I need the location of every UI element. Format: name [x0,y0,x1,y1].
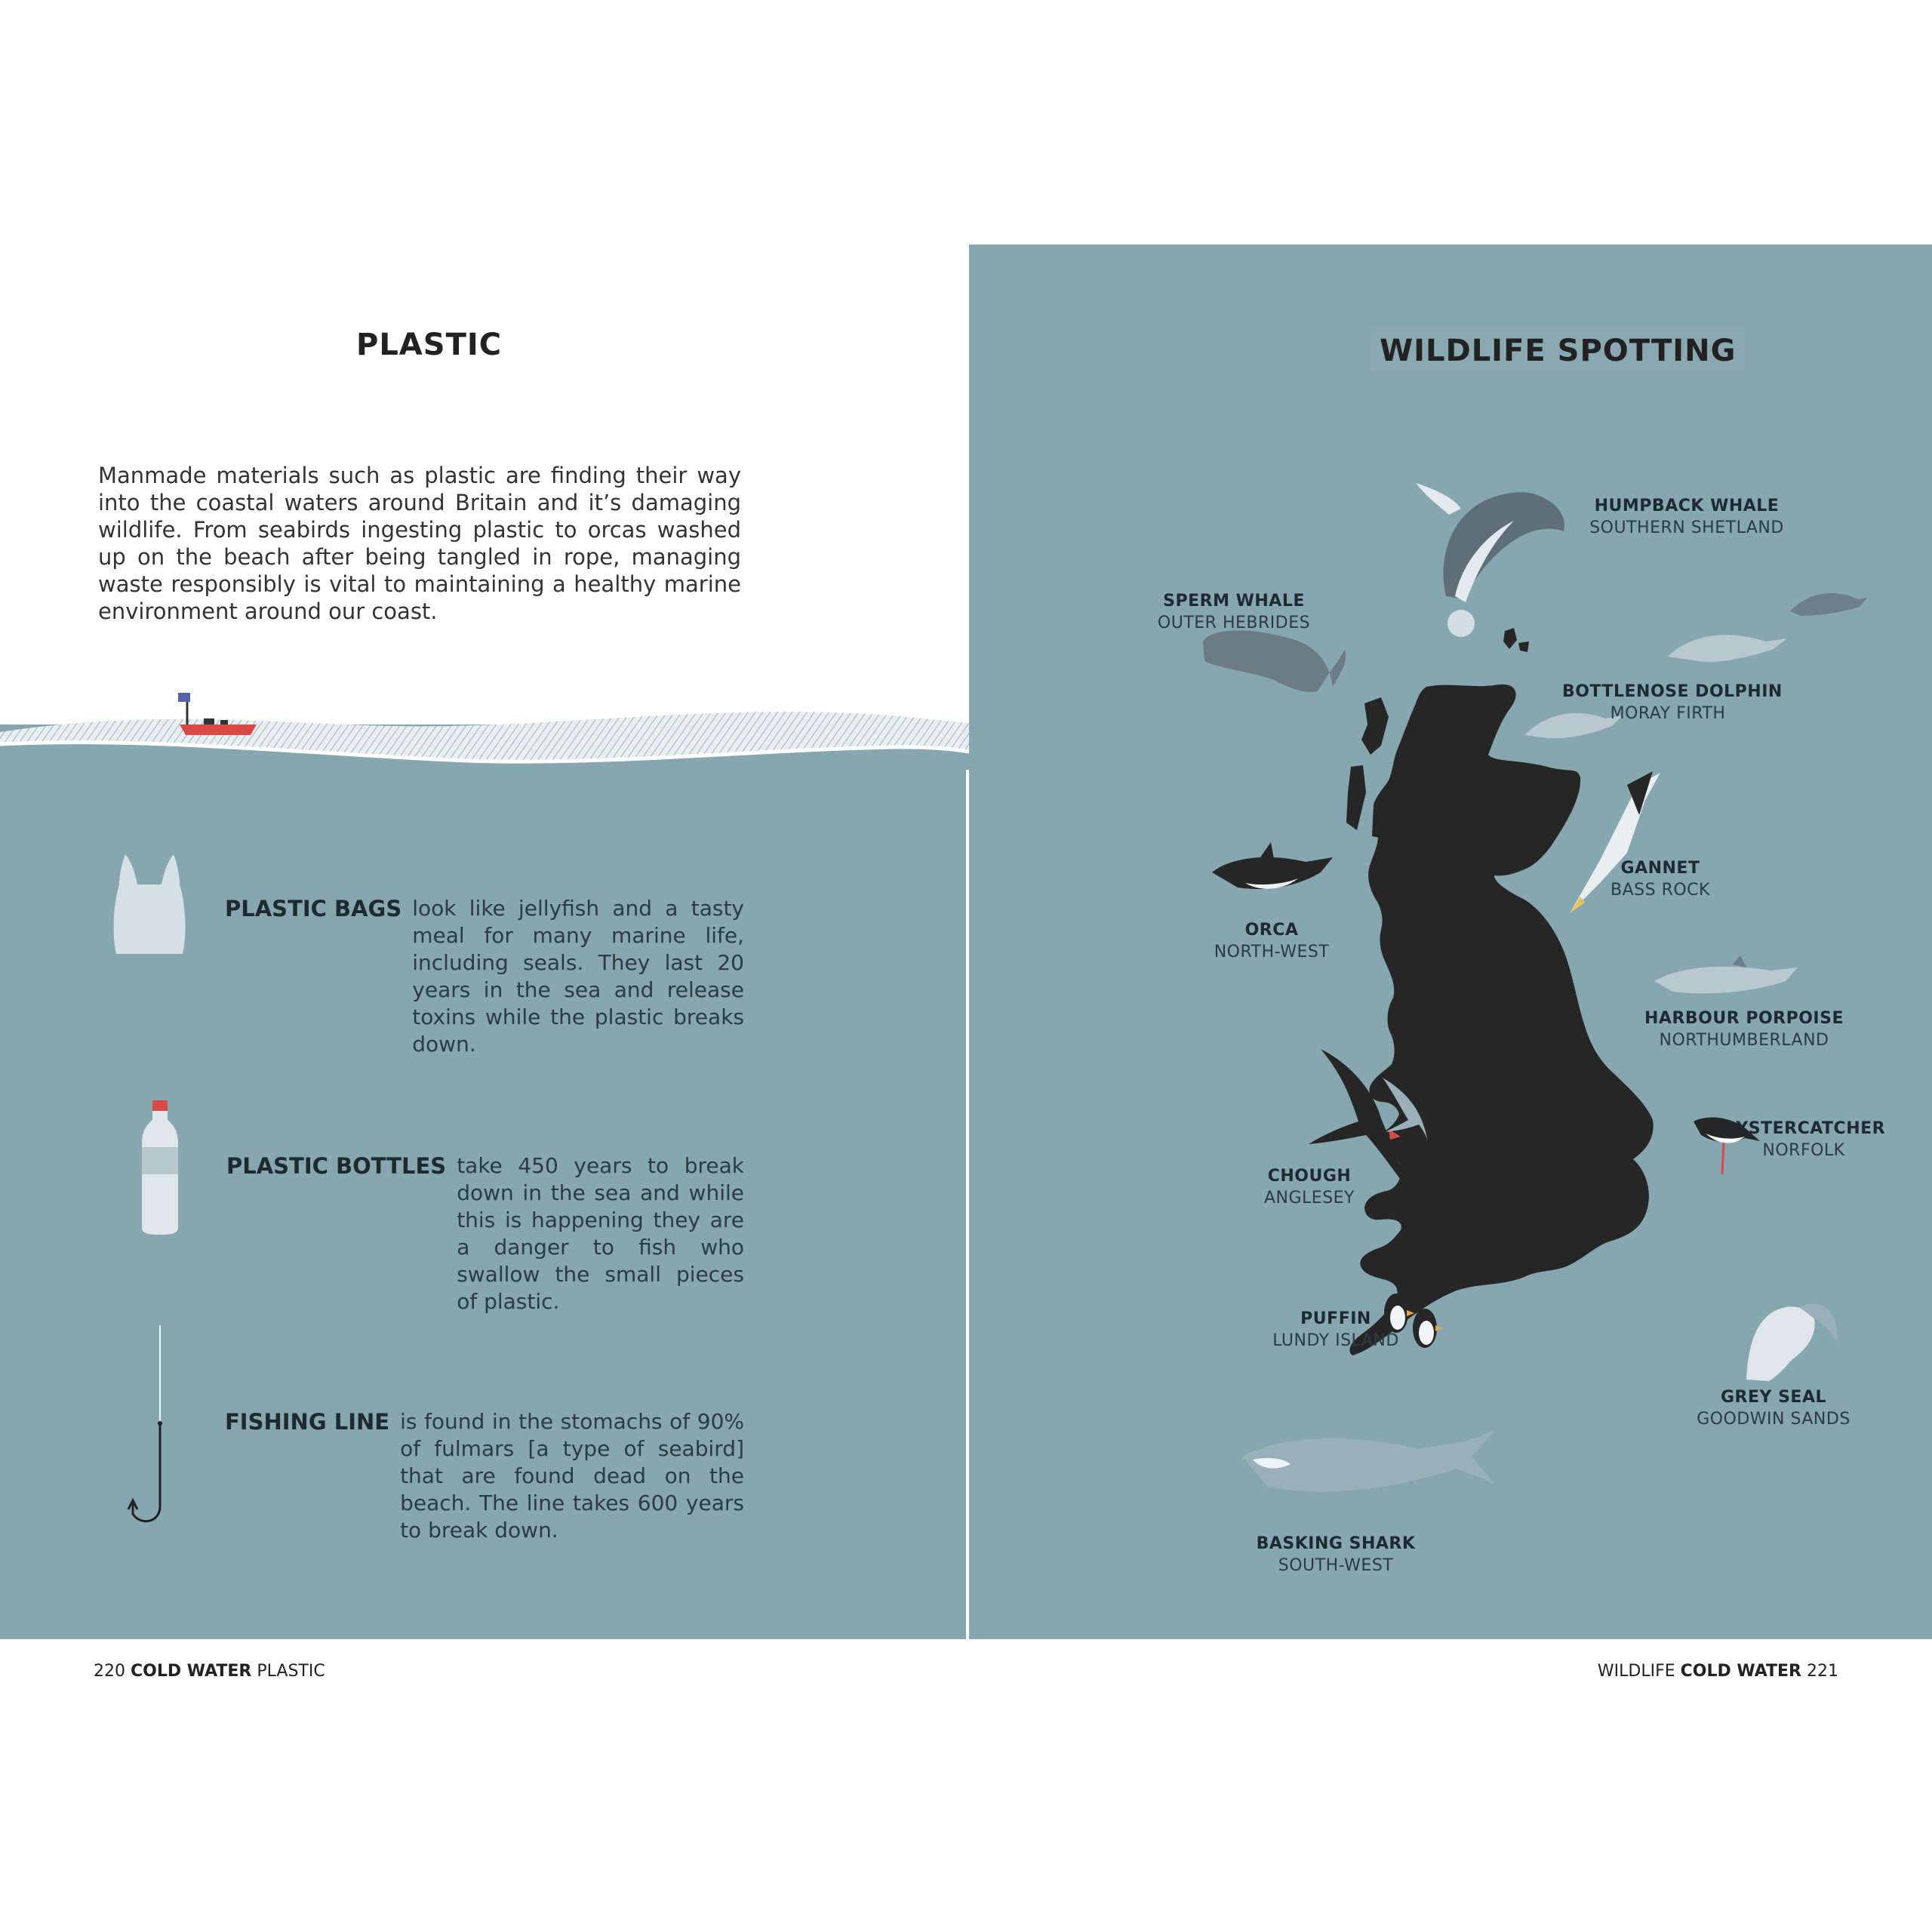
grey-seal-icon [1739,1297,1844,1387]
item-heading: FISHING LINE [225,1409,390,1435]
footer-section: COLD WATER [131,1662,252,1681]
right-page-footer [1598,1662,1838,1681]
species-name: OYSTERCATCHER [1721,1119,1886,1138]
species-name: BOTTLENOSE DOLPHIN [1562,682,1783,701]
wave-illustration [0,664,969,770]
harbour-porpoise-icon [1650,951,1801,1004]
species-label-sperm-whale [1147,590,1321,634]
basking-shark-icon [1238,1426,1502,1509]
item-heading: PLASTIC BAGS [225,896,402,921]
item-heading: PLASTIC BOTTLES [226,1153,447,1179]
plastic-bag-icon [110,851,189,957]
species-location: OUTER HEBRIDES [1157,614,1311,632]
species-name: GREY SEAL [1720,1388,1827,1407]
intro-paragraph: Manmade materials such as plastic are finding their way into the coastal waters around Britain and it’s damaging wildlife. From seabirds ingesting plastic to orcas washed up on the beach after being tangled in rope, managing waste responsibly is vital to maintaining a healthy marine environment around our coast. [98,463,741,624]
species-location: SOUTHERN SHETLAND [1589,518,1784,537]
species-label-harbour-porpoise [1642,1008,1846,1051]
humpback-whale-icon [1416,475,1582,641]
species-location: NORTH-WEST [1214,943,1330,961]
species-label-orca [1200,919,1343,963]
footer-topic: PLASTIC [257,1662,325,1681]
species-name: HUMPBACK WHALE [1594,497,1780,515]
fishing-hook-icon [121,1325,174,1529]
species-name: CHOUGH [1267,1167,1352,1186]
right-page-title: WILDLIFE SPOTTING [1371,331,1745,371]
species-label-basking-shark [1245,1533,1426,1577]
list-item [225,1408,744,1544]
plastic-bottle-icon [140,1100,180,1236]
species-name: ORCA [1244,921,1299,940]
dolphin-icon [1786,581,1869,634]
boat-icon [172,688,263,741]
list-item [225,895,744,1058]
bottlenose-dolphin-icon [1660,619,1796,679]
chough-shadow-icon [1378,1075,1431,1143]
species-location: GOODWIN SANDS [1697,1410,1850,1429]
orca-icon [1208,842,1336,910]
species-label-gannet [1600,857,1721,901]
item-text: is found in the stomachs of 90% of fulmars [a type of seabird] that are found dead on the beach. The line takes 600 years to break down. [400,1409,744,1543]
species-location: BASS ROCK [1611,881,1710,900]
footer-section: COLD WATER [1680,1662,1801,1681]
species-label-oystercatcher [1713,1118,1894,1161]
species-location: NORTHUMBERLAND [1659,1031,1829,1050]
species-location: MORAY FIRTH [1610,704,1726,723]
left-page-footer [94,1662,325,1681]
species-name: BASKING SHARK [1256,1534,1416,1553]
species-location: NORFOLK [1762,1141,1845,1160]
species-label-bottlenose-dolphin [1562,681,1783,724]
list-item [226,1152,744,1315]
species-name: GANNET [1620,859,1700,878]
species-name: HARBOUR PORPOISE [1644,1009,1844,1028]
footer-topic: WILDLIFE [1597,1662,1675,1681]
species-name: PUFFIN [1300,1309,1371,1328]
page-number: 221 [1807,1662,1838,1681]
species-label-puffin [1260,1308,1411,1352]
sperm-whale-icon [1197,619,1348,724]
page-number: 220 [94,1662,125,1681]
species-location: LUNDY ISLAND [1272,1331,1399,1350]
species-location: ANGLESEY [1263,1189,1355,1208]
species-label-chough [1238,1165,1381,1209]
species-label-humpback-whale [1585,495,1789,539]
item-text: take 450 years to break down in the sea and while this is happening they are a danger to fish who swallow the small pieces of plastic. [457,1153,744,1314]
left-page-title: PLASTIC [356,328,503,362]
species-location: SOUTH-WEST [1278,1556,1394,1575]
species-name: SPERM WHALE [1163,592,1305,611]
species-label-grey-seal [1675,1386,1872,1430]
item-text: look like jellyfish and a tasty meal for many marine life, including seals. They last 20 years in the sea and release toxins while the plastic breaks down. [412,896,744,1057]
